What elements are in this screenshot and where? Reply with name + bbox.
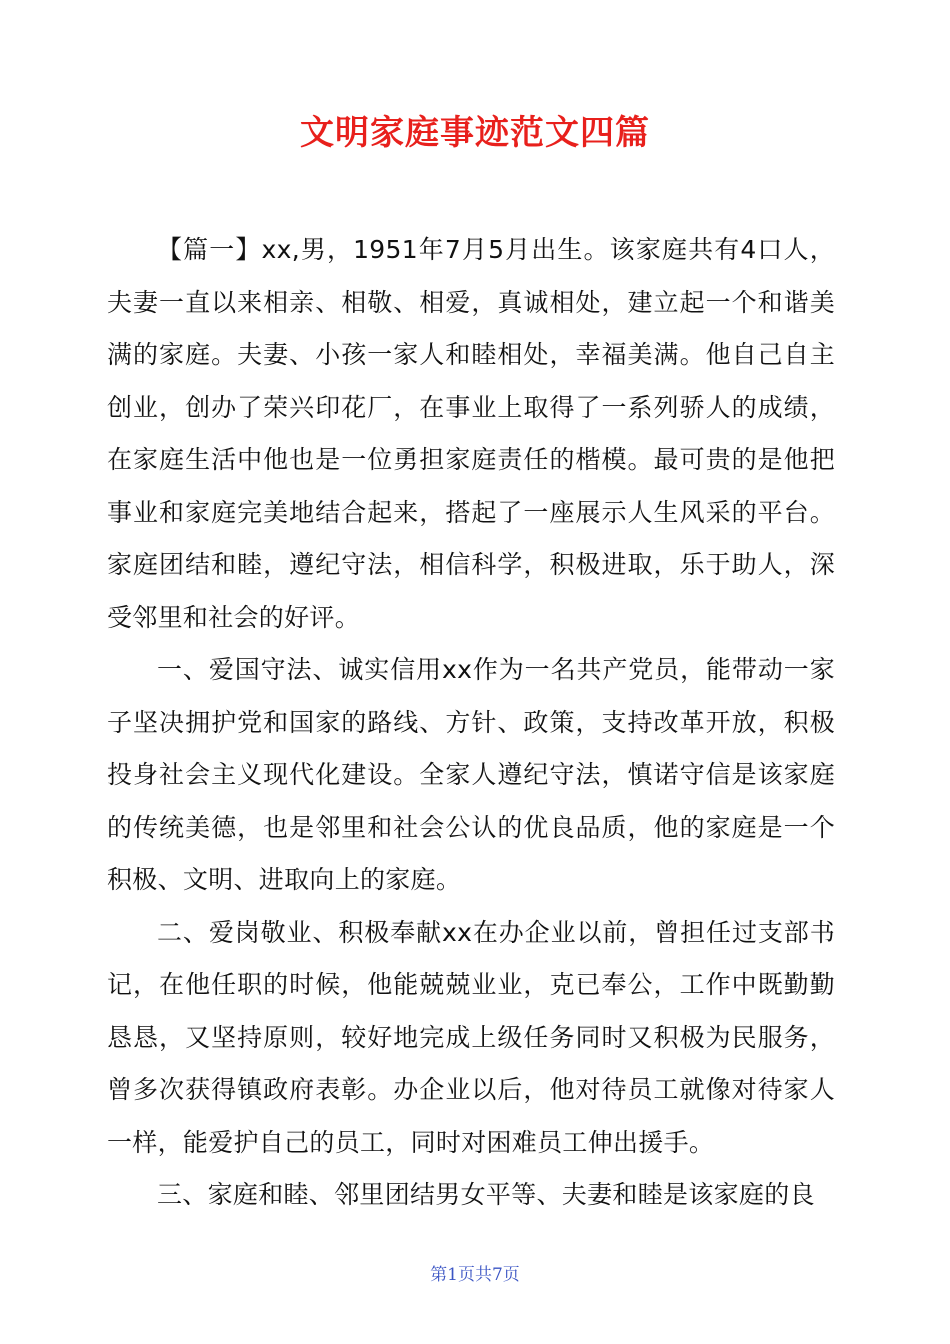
document-body [107,224,835,1222]
paragraph-4: 三、家庭和睦、邻里团结男女平等、夫妻和睦是该家庭的良 [157,1180,815,1209]
page-number-footer: 第1页共7页 [430,1265,520,1285]
paragraph-3: 二、爱岗敬业、积极奉献xx在办企业以前，曾担任过支部书记，在他任职的时候，他能兢兢业业，克已奉公，工作中既勤勤恳恳，又坚持原则，较好地完成上级任务同时又积极为民服务，曾多次获得镇政府表彰。办企业以后，他对待员工就像对待家人一样，能爱护自己的员工，同时对困难员工伸出援手。 [107,917,835,1157]
paragraph-1: 【篇一】xx,男，1951年7月5月出生。该家庭共有4口人，夫妻一直以来相亲、相敬、相爱，真诚相处，建立起一个和谐美满的家庭。夫妻、小孩一家人和睦相处，幸福美满。他自己自主创业，创办了荣兴印花厂，在事业上取得了一系列骄人的成绩，在家庭生活中他也是一位勇担家庭责任的楷模。最可贵的是他把事业和家庭完美地结合起来，搭起了一座展示人生风采的平台。家庭团结和睦，遵纪守法，相信科学，积极进取，乐于助人，深受邻里和社会的好评。 [107,235,835,632]
document-title: 文明家庭事迹范文四篇 [300,113,650,153]
paragraph-2: 一、爱国守法、诚实信用xx作为一名共产党员，能带动一家子坚决拥护党和国家的路线、方针、政策，支持改革开放，积极投身社会主义现代化建设。全家人遵纪守法，慎诺守信是该家庭的传统美德，也是邻里和社会公认的优良品质，他的家庭是一个积极、文明、进取向上的家庭。 [107,655,835,894]
